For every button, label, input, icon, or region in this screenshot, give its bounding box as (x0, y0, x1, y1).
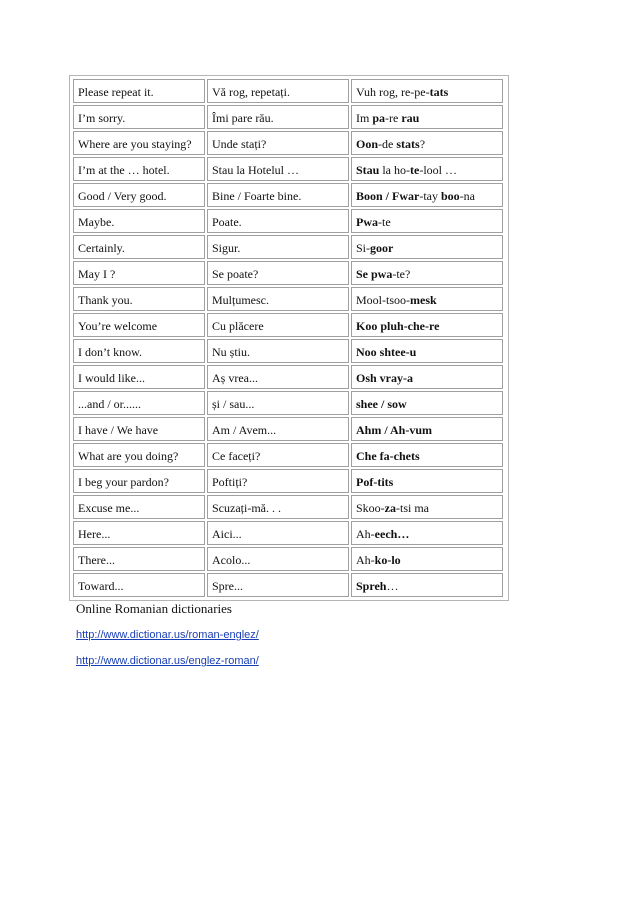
english-cell: You’re welcome (73, 313, 205, 337)
pronunciation-cell (351, 287, 503, 311)
table-row (72, 78, 506, 104)
pronunciation-cell (351, 443, 503, 467)
english-cell: I would like... (73, 365, 205, 389)
pronunciation-cell (351, 235, 503, 259)
romanian-cell: Se poate? (207, 261, 349, 285)
romanian-cell: Unde stați? (207, 131, 349, 155)
romanian-cell: și / sau... (207, 391, 349, 415)
romanian-cell: Poate. (207, 209, 349, 233)
syllable: ? (419, 137, 426, 151)
romanian-cell: Scuzați-mă. . . (207, 495, 349, 519)
table-row (72, 494, 506, 520)
english-cell: I beg your pardon? (73, 469, 205, 493)
pronunciation-cell (351, 79, 503, 103)
english-cell: ...and / or...... (73, 391, 205, 415)
english-cell: I’m sorry. (73, 105, 205, 129)
syllable: -tay (419, 189, 441, 203)
pronunciation-cell (351, 391, 503, 415)
romanian-cell: Spre... (207, 573, 349, 597)
syllable: Skoo- (356, 501, 385, 515)
stressed-syllable: boo (441, 189, 460, 203)
syllable: Mool-tsoo- (356, 293, 410, 307)
stressed-syllable: Spreh (356, 579, 387, 593)
stressed-syllable: Boon / Fwar (356, 189, 420, 203)
syllable: -te? (392, 267, 411, 281)
pronunciation-cell (351, 339, 503, 363)
romanian-cell: Îmi pare rău. (207, 105, 349, 129)
pronunciation-cell (351, 261, 503, 285)
phrase-table (69, 75, 509, 601)
syllable: -de (378, 137, 397, 151)
pronunciation-cell (351, 495, 503, 519)
table-row (72, 468, 506, 494)
english-cell: Excuse me... (73, 495, 205, 519)
dictionary-link-ro-en[interactable]: http://www.dictionar.us/roman-englez/ (76, 629, 259, 641)
dictionary-link-en-ro[interactable]: http://www.dictionar.us/englez-roman/ (76, 655, 259, 667)
english-cell: What are you doing? (73, 443, 205, 467)
stressed-syllable: Pwa (356, 215, 378, 229)
pronunciation-cell (351, 521, 503, 545)
table-row (72, 520, 506, 546)
stressed-syllable: pa (372, 111, 386, 125)
romanian-cell: Vă rog, repetați. (207, 79, 349, 103)
stressed-syllable: za (384, 501, 396, 515)
stressed-syllable: Ahm / Ah-vum (356, 423, 433, 437)
pronunciation-cell (351, 547, 503, 571)
table-row (72, 416, 506, 442)
romanian-cell: Ce faceți? (207, 443, 349, 467)
english-cell: Toward... (73, 573, 205, 597)
syllable: Ah- (356, 553, 375, 567)
table-row (72, 130, 506, 156)
table-row (72, 338, 506, 364)
stressed-syllable: te (410, 163, 420, 177)
syllable: -re (385, 111, 402, 125)
syllable: Ah- (356, 527, 375, 541)
syllable: Im (356, 111, 373, 125)
stressed-syllable: Koo pluh-che-re (356, 319, 440, 333)
table-row (72, 104, 506, 130)
stressed-syllable: Osh vray-a (356, 371, 413, 385)
syllable: -tsi ma (396, 501, 429, 515)
romanian-cell: Nu știu. (207, 339, 349, 363)
stressed-syllable: tats (429, 85, 449, 99)
english-cell: There... (73, 547, 205, 571)
english-cell: Where are you staying? (73, 131, 205, 155)
pronunciation-cell (351, 573, 503, 597)
syllable: -te (378, 215, 391, 229)
table-row (72, 364, 506, 390)
table-row (72, 286, 506, 312)
romanian-cell: Aș vrea... (207, 365, 349, 389)
stressed-syllable: eech… (374, 527, 410, 541)
romanian-cell: Acolo... (207, 547, 349, 571)
syllable: la ho- (379, 163, 410, 177)
pronunciation-cell (351, 365, 503, 389)
stressed-syllable: Che fa-chets (356, 449, 420, 463)
english-cell: Maybe. (73, 209, 205, 233)
dictionaries-heading: Online Romanian dictionaries (76, 601, 232, 616)
romanian-cell: Cu plăcere (207, 313, 349, 337)
stressed-syllable: shee / sow (356, 397, 407, 411)
syllable: Vuh rog, re-pe- (356, 85, 430, 99)
stressed-syllable: Stau (356, 163, 380, 177)
romanian-cell: Am / Avem... (207, 417, 349, 441)
stressed-syllable: goor (370, 241, 394, 255)
pronunciation-cell (351, 313, 503, 337)
syllable: -lool … (419, 163, 457, 177)
stressed-syllable: Se pwa (356, 267, 393, 281)
stressed-syllable: ko-lo (374, 553, 401, 567)
pronunciation-cell (351, 209, 503, 233)
english-cell: I have / We have (73, 417, 205, 441)
syllable: -na (459, 189, 476, 203)
romanian-cell: Aici... (207, 521, 349, 545)
stressed-syllable: rau (401, 111, 420, 125)
english-cell: I’m at the … hotel. (73, 157, 205, 181)
syllable: … (386, 579, 399, 593)
romanian-cell: Poftiți? (207, 469, 349, 493)
pronunciation-cell (351, 131, 503, 155)
pronunciation-cell (351, 157, 503, 181)
table-row (72, 572, 506, 598)
syllable: Si- (356, 241, 371, 255)
english-cell: Please repeat it. (73, 79, 205, 103)
stressed-syllable: Oon (356, 137, 379, 151)
table-row (72, 234, 506, 260)
pronunciation-cell (351, 417, 503, 441)
stressed-syllable: mesk (410, 293, 437, 307)
table-row (72, 442, 506, 468)
romanian-cell: Sigur. (207, 235, 349, 259)
romanian-cell: Mulțumesc. (207, 287, 349, 311)
pronunciation-cell (351, 469, 503, 493)
english-cell: Here... (73, 521, 205, 545)
romanian-cell: Stau la Hotelul … (207, 157, 349, 181)
table-row (72, 156, 506, 182)
stressed-syllable: stats (396, 137, 420, 151)
stressed-syllable: Pof-tits (356, 475, 394, 489)
table-row (72, 182, 506, 208)
table-row (72, 260, 506, 286)
stressed-syllable: Noo shtee-u (356, 345, 417, 359)
table-row (72, 390, 506, 416)
pronunciation-cell (351, 105, 503, 129)
english-cell: Thank you. (73, 287, 205, 311)
english-cell: I don’t know. (73, 339, 205, 363)
table-row (72, 312, 506, 338)
english-cell: Good / Very good. (73, 183, 205, 207)
table-row (72, 208, 506, 234)
table-row (72, 546, 506, 572)
pronunciation-cell (351, 183, 503, 207)
romanian-cell: Bine / Foarte bine. (207, 183, 349, 207)
english-cell: May I ? (73, 261, 205, 285)
english-cell: Certainly. (73, 235, 205, 259)
